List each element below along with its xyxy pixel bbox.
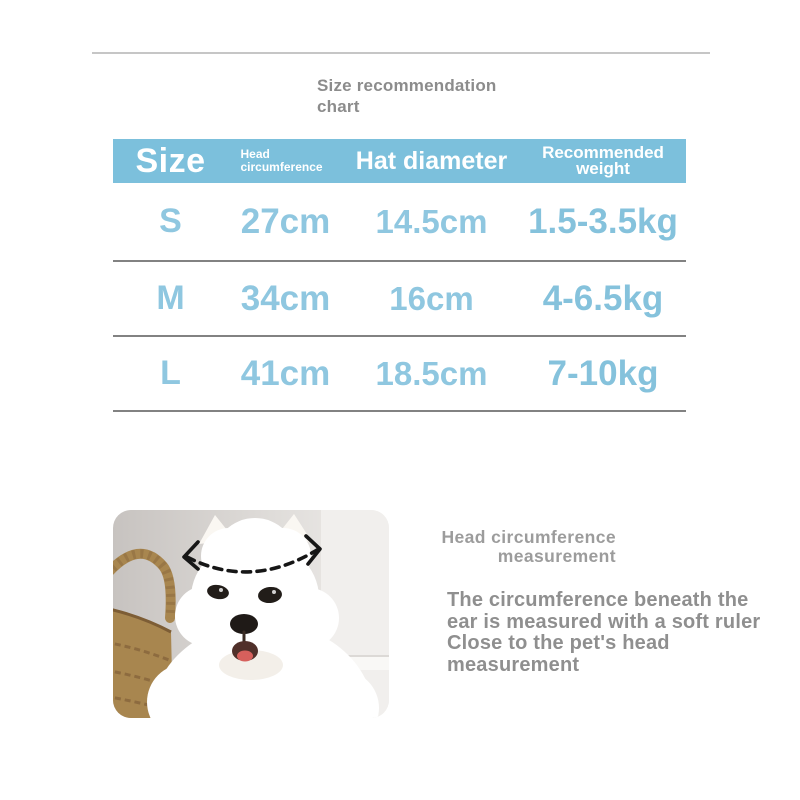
measure-title-line1: Head circumference xyxy=(441,527,616,547)
chart-title-line2: chart xyxy=(317,97,360,116)
table-row-m xyxy=(113,262,686,337)
table-row-s xyxy=(113,183,686,262)
cell-size: S xyxy=(159,202,182,240)
measure-body-line: The circumference beneath the xyxy=(447,589,749,611)
cell-size: M xyxy=(156,279,185,317)
header-size: Size xyxy=(135,141,206,180)
cell-head-circumference: 34cm xyxy=(240,278,331,318)
size-table xyxy=(113,139,686,412)
cell-recommended-weight: 7-10kg xyxy=(547,353,659,393)
chart-title xyxy=(317,75,497,117)
cell-size: L xyxy=(160,354,181,392)
table-row-l xyxy=(113,337,686,412)
measure-title xyxy=(434,528,616,566)
dog-photo-illustration xyxy=(113,510,389,718)
top-divider-line xyxy=(92,52,710,54)
cell-hat-diameter: 16cm xyxy=(389,279,474,317)
dog-photo xyxy=(113,510,389,718)
header-hat-diameter: Hat diameter xyxy=(355,146,508,175)
measure-body-line: ear is measured with a soft ruler xyxy=(447,610,761,633)
chart-title-line1: Size recommendation xyxy=(317,76,497,95)
cell-head-circumference: 27cm xyxy=(240,201,331,241)
measure-title-line2: measurement xyxy=(497,546,616,566)
header-recommended-weight: Recommended weight xyxy=(542,143,664,178)
header-head-circumference: Head circumference xyxy=(240,147,323,174)
table-header-row xyxy=(113,139,686,183)
cell-recommended-weight: 4-6.5kg xyxy=(542,278,664,318)
measure-body-line: Close to the pet's head xyxy=(447,632,670,654)
cell-head-circumference: 41cm xyxy=(240,353,331,393)
measure-body-line: measurement xyxy=(447,653,580,676)
cell-hat-diameter: 14.5cm xyxy=(375,202,488,240)
dog-tongue xyxy=(237,651,253,662)
measure-body xyxy=(447,590,777,676)
cell-recommended-weight: 1.5-3.5kg xyxy=(528,201,678,241)
cell-hat-diameter: 18.5cm xyxy=(375,354,488,392)
